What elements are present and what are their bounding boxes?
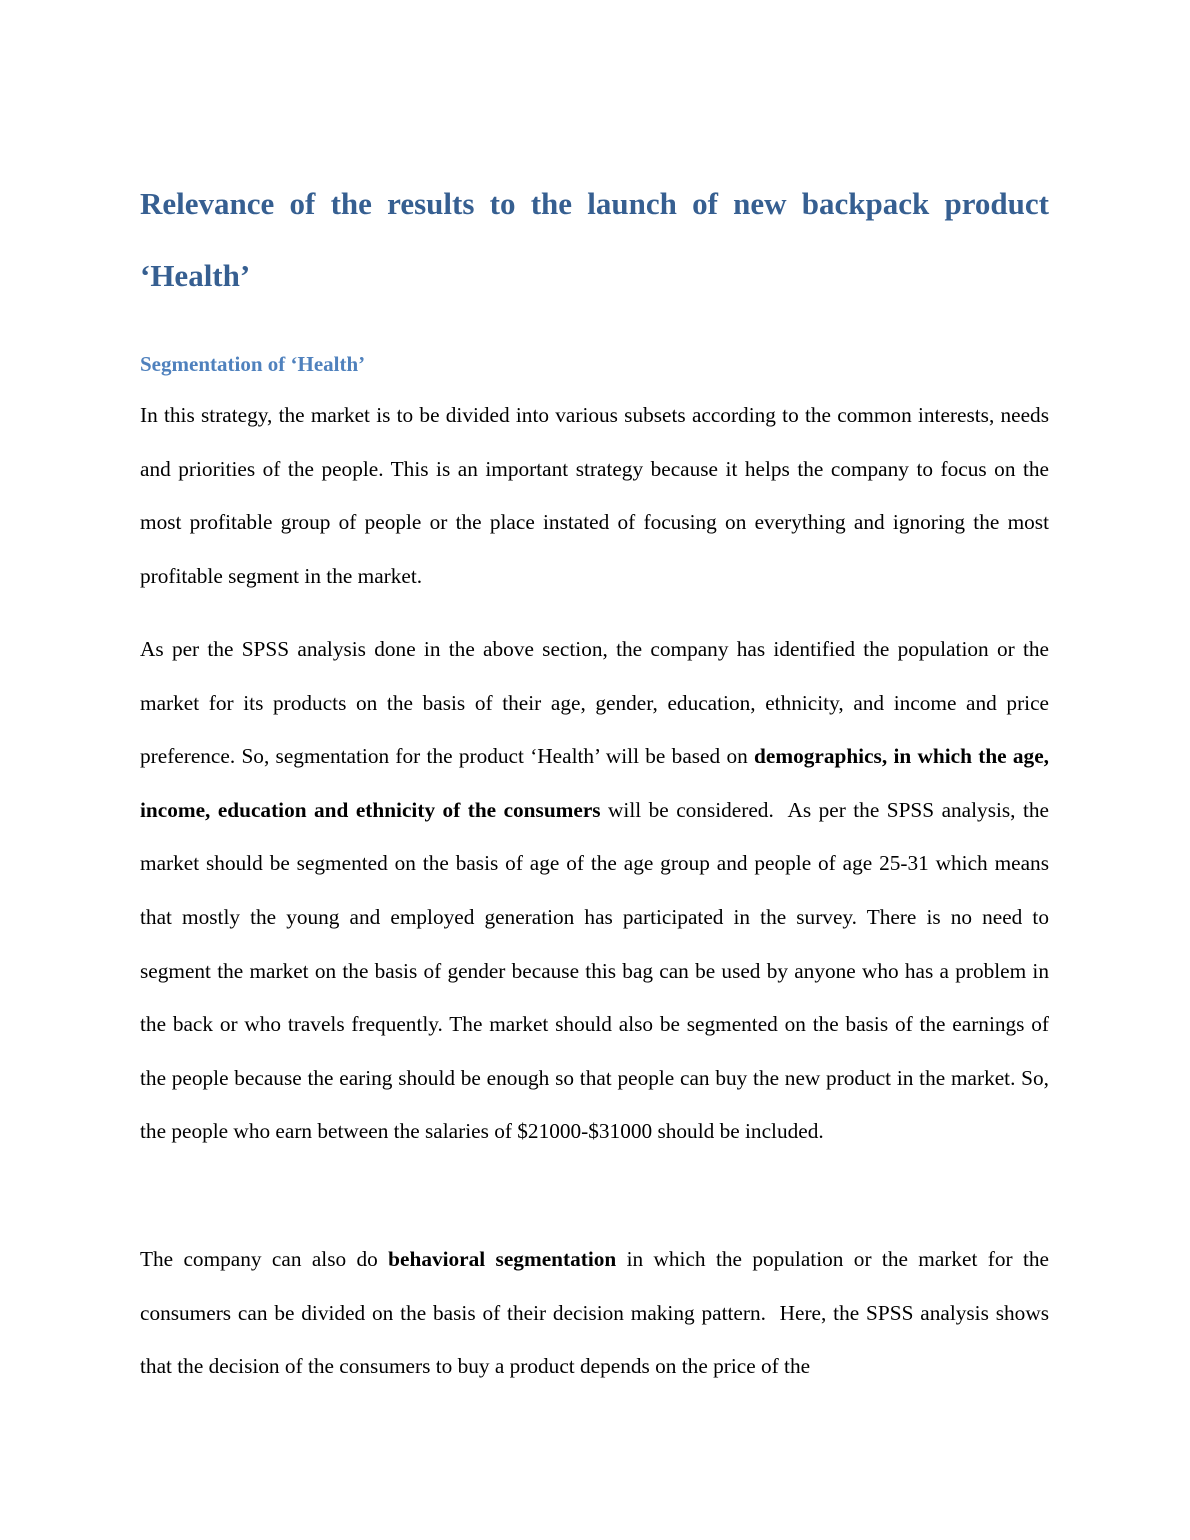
paragraph-text: will be considered. As per the SPSS analysis, the market should be segmented on the basis of age of the age group and people of age 25-31 which means that mostly the young and employed generation has participated in the survey. There is no need to segment the market on the basis of gender because this bag can be used by anyone who has a problem in the back or who travels frequently. The market should also be segmented on the basis of the earnings of the people because the earing should be enough so that people can buy the new product in the market. So, the people who earn between the salaries of $21000-$31000 should be included. bbox=[140, 797, 1049, 1144]
paragraph-text: in which the population or the market for the consumers can be divided on the basis of their decision making pattern. Here, the SPSS analysis shows that the decision of the consumers to buy a product depends on the price of the bbox=[140, 1247, 1049, 1379]
page-title: Relevance of the results to the launch of new backpack product ‘Health’ bbox=[140, 186, 1049, 293]
bold-text: demographics, in which the age, income, education and ethnicity of the consumers bbox=[140, 744, 1049, 822]
paragraph-demographic-segmentation bbox=[140, 623, 1049, 1159]
section-subheading: Segmentation of ‘Health’ bbox=[140, 352, 366, 376]
bold-text: behavioral segmentation bbox=[388, 1247, 617, 1271]
paragraph-behavioral-segmentation bbox=[140, 1233, 1049, 1394]
paragraph-segmentation-intro: In this strategy, the market is to be divided into various subsets according to the common interests, needs and priorities of the people. This is an important strategy because it helps the company to focus on the most profitable group of people or the place instated of focusing on everything and ignoring the most profitable segment in the market. bbox=[140, 403, 1049, 588]
paragraph-text: The company can also do bbox=[140, 1247, 389, 1271]
paragraph-text: As per the SPSS analysis done in the above section, the company has identified the population or the market for its products on the basis of their age, gender, education, ethnicity, and income and price preference. So, segmentation for the product ‘Health’ will be based on bbox=[140, 637, 1049, 769]
